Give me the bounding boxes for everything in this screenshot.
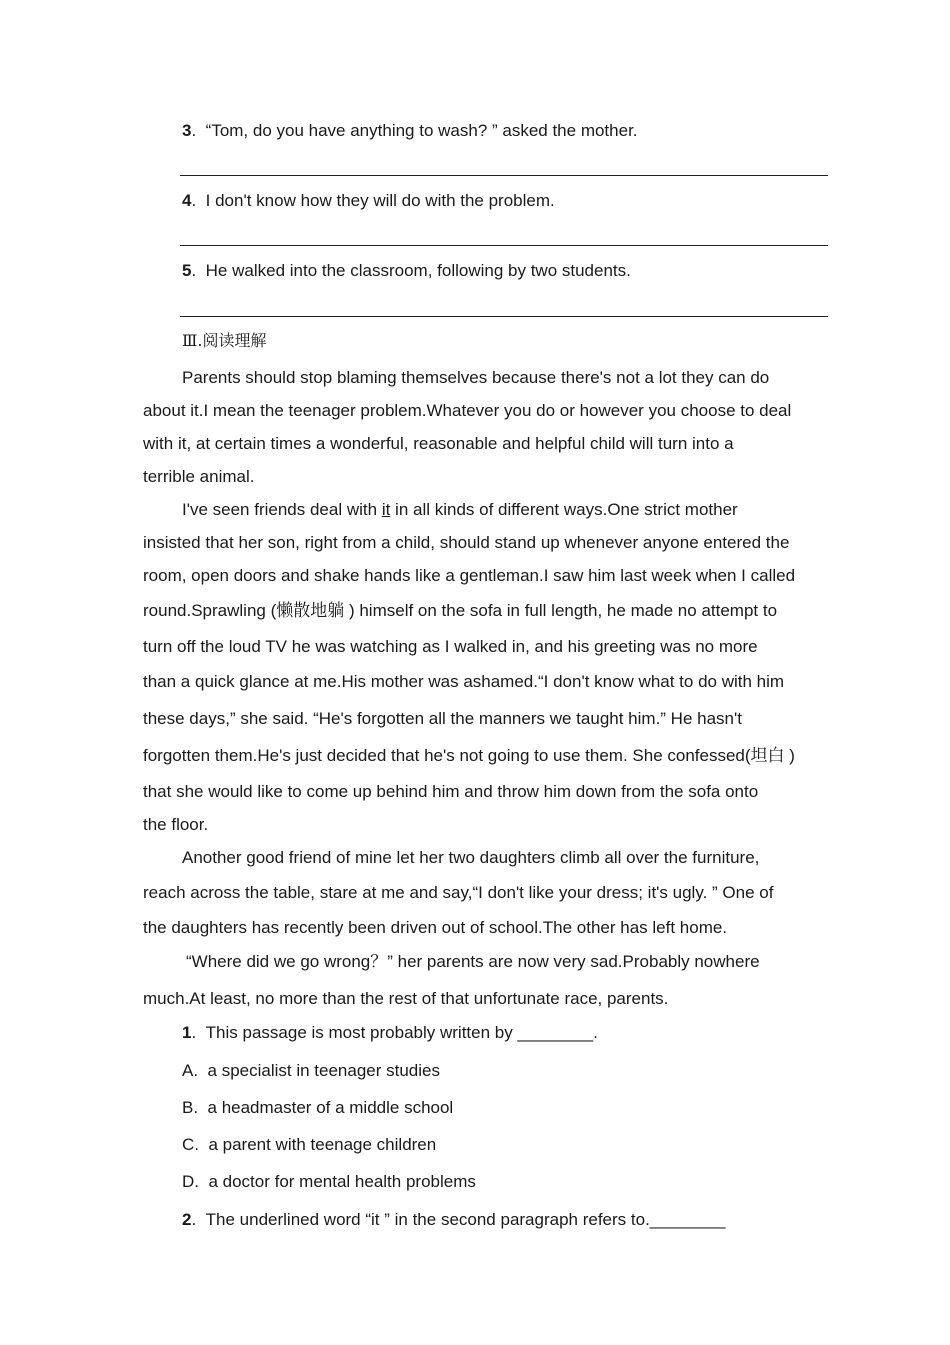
section-title: Ⅲ.阅读理解 [182,331,267,350]
paragraph-line: these days,” she said. “He's forgotten all the manners we taught him.” He hasn't [143,709,742,728]
item-number: 4 [182,191,192,210]
question-number: 1 [182,1023,192,1042]
option-d[interactable] [182,1172,476,1192]
option-letter: A. [182,1061,199,1080]
correction-item-4: 4. I don't know how they will do with the problem. [182,191,555,210]
option-text: a headmaster of a middle school [207,1098,454,1117]
option-letter: B. [182,1098,199,1117]
paragraph-line: about it.I mean the teenager problem.Whatever you do or however you choose to deal [143,401,792,420]
paragraph-line: the daughters has recently been driven out of school.The other has left home. [143,918,728,937]
option-text: a parent with teenage children [208,1135,437,1154]
paragraph-line: reach across the table, stare at me and say,“I don't like your dress; it's ugly. ” One of [143,883,774,902]
question-2: 2. The underlined word “it ” in the second paragraph refers to.________ [182,1210,726,1229]
paragraph-line: “Where did we go wrong？” her parents are now very sad.Probably nowhere [186,952,760,971]
paragraph-line: terrible animal. [143,467,255,486]
paragraph-line: than a quick glance at me.His mother was ashamed.“I don't know what to do with him [143,672,785,691]
question-number: 2 [182,1210,192,1229]
paragraph-line: round.Sprawling (懒散地躺 ) himself on the sofa in full length, he made no attempt to [143,601,778,620]
item-text: He walked into the classroom, following by two students. [205,261,631,280]
question-stem: This passage is most probably written by ________. [205,1023,598,1042]
paragraph-line: forgotten them.He's just decided that he's not going to use them. She confessed(坦白 ) [143,746,795,765]
question-stem: The underlined word “it ” in the second paragraph refers to.________ [205,1210,726,1229]
paragraph-line: I've seen friends deal with it in all kinds of different ways.One strict mother [182,500,738,519]
answer-line[interactable] [180,316,828,317]
correction-item-3: 3. “Tom, do you have anything to wash? ” asked the mother. [182,121,638,140]
paragraph-line: with it, at certain times a wonderful, reasonable and helpful child will turn into a [143,434,734,453]
item-number: 3 [182,121,192,140]
option-c[interactable] [182,1135,436,1155]
option-letter: C. [182,1135,199,1154]
item-text: “Tom, do you have anything to wash? ” asked the mother. [205,121,638,140]
paragraph-line: room, open doors and shake hands like a gentleman.I saw him last week when I called [143,566,796,585]
paragraph-line: Another good friend of mine let her two daughters climb all over the furniture, [182,848,760,867]
paragraph-line: much.At least, no more than the rest of that unfortunate race, parents. [143,989,669,1008]
paragraph-line: Parents should stop blaming themselves because there's not a lot they can do [182,368,770,387]
answer-line[interactable] [180,245,828,246]
answer-line[interactable] [180,175,828,176]
option-letter: D. [182,1172,199,1191]
paragraph-line: turn off the loud TV he was watching as I walked in, and his greeting was no more [143,637,758,656]
option-text: a doctor for mental health problems [208,1172,476,1191]
option-a[interactable] [182,1061,440,1081]
paragraph-line: insisted that her son, right from a child, should stand up whenever anyone entered the [143,533,790,552]
item-number: 5 [182,261,192,280]
paragraph-line: that she would like to come up behind him and throw him down from the sofa onto [143,782,759,801]
paragraph-line: the floor. [143,815,209,834]
question-1: 1. This passage is most probably written by ________. [182,1023,598,1042]
option-text: a specialist in teenager studies [207,1061,440,1080]
underlined-word: it [381,500,391,519]
correction-item-5: 5. He walked into the classroom, following by two students. [182,261,631,280]
item-text: I don't know how they will do with the problem. [205,191,555,210]
option-b[interactable] [182,1098,453,1118]
